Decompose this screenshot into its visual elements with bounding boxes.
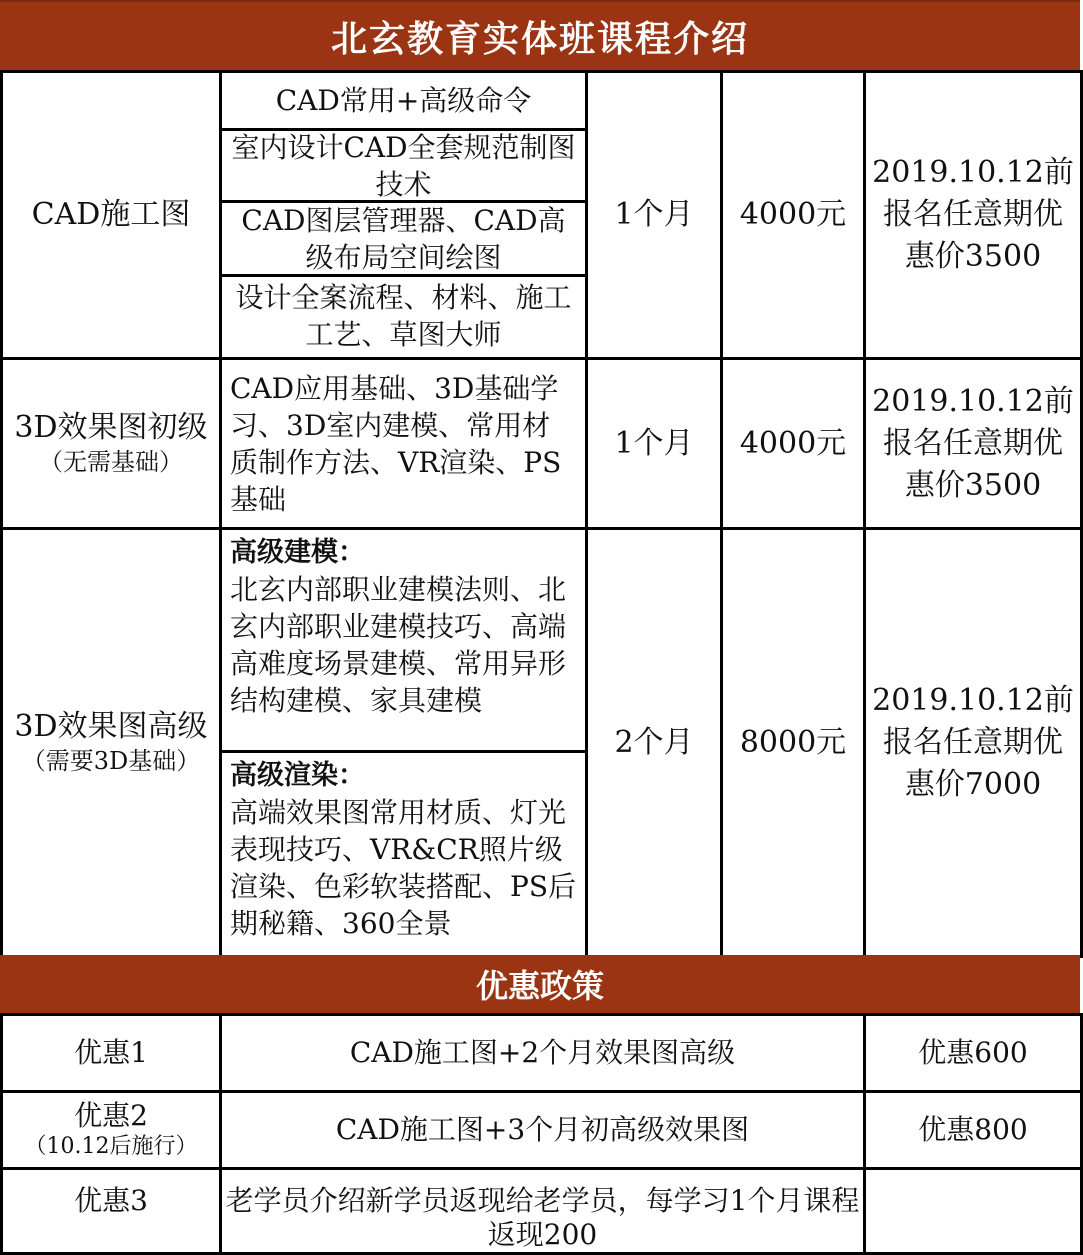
policy-label: 优惠3 [74, 1184, 148, 1217]
policy-desc: 老学员介绍新学员返现给老学员，每学习1个月课程返现200 [221, 1169, 865, 1254]
course-price: 8000元 [722, 529, 865, 957]
policy-row [2, 1015, 1082, 1092]
block-text: 高端效果图常用材质、灯光表现技巧、VR&CR照片级渲染、色彩软装搭配、PS后期秘籍、360全景 [230, 796, 577, 940]
policy-value: 优惠600 [865, 1015, 1082, 1092]
course-name-cell [2, 72, 221, 359]
policy-row [2, 1169, 1082, 1254]
course-item: 设计全案流程、材料、施工工艺、草图大师 [222, 274, 585, 354]
policy-table [0, 1013, 1083, 1255]
policy-section-title: 优惠政策 [0, 955, 1080, 1013]
course-name: 3D效果图初级 [14, 409, 208, 445]
policy-label-cell [2, 1169, 221, 1254]
course-price: 4000元 [722, 359, 865, 529]
policy-value: 优惠800 [865, 1092, 1082, 1169]
course-content-cell [221, 529, 587, 957]
course-duration: 2个月 [587, 529, 722, 957]
content-block [222, 750, 585, 952]
course-duration: 1个月 [587, 359, 722, 529]
course-promo: 2019.10.12前报名任意期优惠价3500 [865, 72, 1082, 359]
policy-label: 优惠2 [74, 1099, 148, 1132]
block-text: 北玄内部职业建模法则、北玄内部职业建模技巧、高端高难度场景建模、常用异形结构建模、家具建模 [230, 573, 567, 717]
course-name-cell [2, 359, 221, 529]
content-block [222, 530, 585, 750]
policy-sublabel: （10.12后施行） [24, 1134, 198, 1159]
course-promo: 2019.10.12前报名任意期优惠价3500 [865, 359, 1082, 529]
course-name-cell [2, 529, 221, 957]
course-item: CAD常用+高级命令 [275, 84, 532, 117]
policy-row [2, 1092, 1082, 1169]
policy-label-cell [2, 1015, 221, 1092]
course-promo: 2019.10.12前报名任意期优惠价7000 [865, 529, 1082, 957]
course-price: 4000元 [722, 72, 865, 359]
course-row [2, 359, 1082, 529]
course-content-cell [221, 359, 587, 529]
block-heading: 高级渲染： [230, 760, 365, 791]
course-content: CAD应用基础、3D基础学习、3D室内建模、常用材质制作方法、VR渲染、PS 基础 [230, 371, 562, 516]
course-duration: 1个月 [587, 72, 722, 359]
course-subname: （无需基础） [39, 447, 183, 476]
block-heading: 高级建模： [230, 537, 365, 568]
course-content-cell [221, 72, 587, 359]
policy-desc: CAD施工图+2个月效果图高级 [221, 1015, 865, 1092]
course-name: 3D效果图高级 [14, 708, 208, 744]
course-row [2, 529, 1082, 957]
course-row [2, 72, 1082, 359]
policy-value [865, 1169, 1082, 1254]
page-title: 北玄教育实体班课程介绍 [0, 0, 1080, 72]
course-item: CAD图层管理器、CAD高级布局空间绘图 [222, 200, 585, 274]
policy-desc: CAD施工图+3个月初高级效果图 [221, 1092, 865, 1169]
policy-label-cell [2, 1092, 221, 1169]
policy-label: 优惠1 [74, 1036, 148, 1069]
course-name: CAD施工图 [31, 197, 191, 232]
course-item: 室内设计CAD全套规范制图技术 [222, 128, 585, 200]
course-subname: （需要3D基础） [21, 746, 201, 775]
course-table [0, 70, 1083, 958]
